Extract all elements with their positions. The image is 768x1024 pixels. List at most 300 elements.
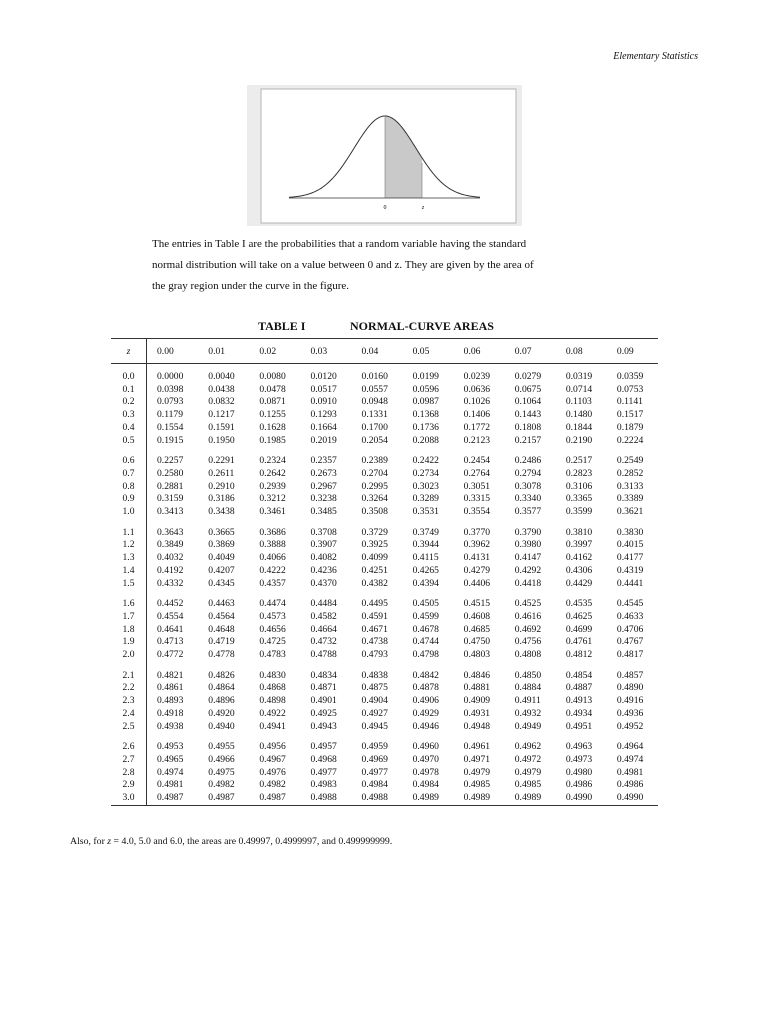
z-value-cell: 1.4 [111, 565, 147, 578]
area-cell: 0.4525 [514, 598, 542, 610]
area-cell: 0.3508 [361, 506, 388, 518]
area-cell: 0.4884 [514, 682, 542, 694]
table-row [111, 611, 658, 624]
column-header: 0.05 [403, 339, 454, 364]
area-cell: 0.4406 [463, 577, 491, 589]
column-header: 0.03 [300, 339, 351, 364]
area-cell: 0.0279 [514, 371, 542, 382]
z-value-cell: 1.5 [111, 578, 147, 591]
area-cell: 0.3389 [616, 493, 644, 505]
area-cell: 0.4988 [300, 792, 351, 805]
area-cell: 0.4738 [361, 636, 388, 648]
area-cell: 0.4545 [616, 598, 644, 610]
area-cell: 0.4979 [514, 766, 542, 778]
area-cell: 0.0080 [259, 371, 286, 382]
z-value-cell: 0.8 [111, 481, 147, 494]
area-cell: 0.1141 [616, 396, 643, 408]
area-cell: 0.4332 [157, 577, 184, 589]
area-cell: 0.3907 [310, 539, 337, 551]
area-cell: 0.4989 [505, 792, 556, 805]
area-cell: 0.4793 [361, 649, 388, 661]
area-cell: 0.4951 [565, 720, 593, 732]
area-cell: 0.0596 [412, 383, 439, 395]
area-cell: 0.1985 [259, 434, 286, 446]
area-cell: 0.2324 [259, 455, 286, 467]
area-cell: 0.3159 [157, 493, 184, 505]
area-cell: 0.4990 [556, 792, 607, 805]
area-cell: 0.4955 [208, 741, 235, 753]
normal-curve-table [111, 338, 658, 806]
table-caption-title: NORMAL-CURVE AREAS [350, 319, 494, 333]
area-cell: 0.3461 [259, 506, 286, 518]
area-cell: 0.4846 [463, 669, 491, 681]
area-cell: 0.2454 [463, 455, 491, 467]
area-cell: 0.1879 [616, 421, 644, 433]
area-cell: 0.0398 [157, 383, 184, 395]
area-cell: 0.4251 [361, 564, 388, 576]
area-cell: 0.4319 [616, 564, 644, 576]
area-cell: 0.4429 [565, 577, 593, 589]
z-value-cell: 0.4 [111, 422, 147, 435]
area-cell: 0.3599 [565, 506, 593, 518]
area-cell: 0.3485 [310, 506, 337, 518]
z-value-cell: 2.7 [111, 754, 147, 767]
z-value-cell: 2.5 [111, 721, 147, 734]
area-cell: 0.0675 [514, 383, 542, 395]
table-row [111, 682, 658, 695]
area-cell: 0.4968 [310, 753, 337, 765]
column-header: 0.07 [505, 339, 556, 364]
area-cell: 0.3078 [514, 480, 542, 492]
area-cell: 0.2995 [361, 480, 388, 492]
area-cell: 0.3238 [310, 493, 337, 505]
area-cell: 0.4015 [616, 539, 644, 551]
area-cell: 0.4761 [565, 636, 593, 648]
area-cell: 0.3944 [412, 539, 439, 551]
area-cell: 0.4959 [361, 741, 388, 753]
area-cell: 0.4394 [412, 577, 439, 589]
area-cell: 0.4987 [147, 792, 199, 805]
footnote-z: z [107, 836, 112, 847]
area-cell: 0.0040 [208, 371, 235, 382]
area-cell: 0.0517 [310, 383, 337, 395]
area-cell: 0.4719 [208, 636, 235, 648]
area-cell: 0.4920 [208, 707, 235, 719]
area-cell: 0.4115 [412, 552, 439, 564]
area-cell: 0.4987 [249, 792, 300, 805]
table-row [111, 708, 658, 721]
footnote-text: = 4.0, 5.0 and 6.0, the areas are 0.49997, 0.4999997, and 0.499999999. [111, 836, 393, 847]
table-caption-number: TABLE I [258, 319, 306, 333]
area-cell: 0.4970 [412, 753, 439, 765]
area-cell: 0.3749 [412, 526, 439, 538]
area-cell: 0.2764 [463, 467, 491, 479]
area-cell: 0.2257 [157, 455, 184, 467]
area-cell: 0.4756 [514, 636, 542, 648]
area-cell: 0.4988 [352, 792, 403, 805]
area-cell: 0.4441 [616, 577, 644, 589]
area-cell: 0.4222 [259, 564, 286, 576]
area-cell: 0.2224 [616, 434, 644, 446]
area-cell: 0.4162 [565, 552, 593, 564]
table-row [111, 624, 658, 637]
area-cell: 0.2852 [616, 467, 644, 479]
column-header: 0.09 [607, 339, 658, 364]
area-cell: 0.4049 [208, 552, 235, 564]
area-cell: 0.4986 [565, 779, 593, 791]
area-cell: 0.4977 [310, 766, 337, 778]
area-cell: 0.4887 [565, 682, 593, 694]
area-cell: 0.1064 [514, 396, 542, 408]
area-cell: 0.2517 [565, 455, 593, 467]
area-cell: 0.4573 [259, 610, 286, 622]
area-cell: 0.4975 [208, 766, 235, 778]
intro-line-3: the gray region under the curve in the figure. [152, 280, 350, 292]
area-cell: 0.4984 [412, 779, 439, 791]
area-cell: 0.2357 [310, 455, 337, 467]
area-cell: 0.4564 [208, 610, 235, 622]
area-cell: 0.3962 [463, 539, 491, 551]
area-cell: 0.4982 [259, 779, 286, 791]
area-cell: 0.4985 [463, 779, 491, 791]
running-header: Elementary Statistics [613, 51, 698, 62]
area-cell: 0.1443 [514, 409, 542, 421]
area-cell: 0.3315 [463, 493, 491, 505]
area-cell: 0.4484 [310, 598, 337, 610]
area-cell: 0.4582 [310, 610, 337, 622]
area-cell: 0.3830 [616, 526, 644, 538]
area-cell: 0.3264 [361, 493, 388, 505]
area-cell: 0.3186 [208, 493, 235, 505]
area-cell: 0.4922 [259, 707, 286, 719]
area-cell: 0.4871 [310, 682, 337, 694]
area-cell: 0.4834 [310, 669, 337, 681]
area-cell: 0.1293 [310, 409, 337, 421]
area-cell: 0.4838 [361, 669, 388, 681]
area-cell: 0.4066 [259, 552, 286, 564]
area-cell: 0.1026 [463, 396, 491, 408]
area-cell: 0.4971 [463, 753, 491, 765]
area-cell: 0.4983 [310, 779, 337, 791]
area-cell: 0.3212 [259, 493, 286, 505]
area-cell: 0.2291 [208, 455, 235, 467]
table-row [111, 396, 658, 409]
area-cell: 0.4664 [310, 623, 337, 635]
area-cell: 0.4382 [361, 577, 388, 589]
area-cell: 0.4177 [616, 552, 644, 564]
table-row [111, 552, 658, 565]
area-cell: 0.2486 [514, 455, 542, 467]
area-cell: 0.2611 [208, 467, 235, 479]
area-cell: 0.4750 [463, 636, 491, 648]
area-cell: 0.4963 [565, 741, 593, 753]
column-header: 0.00 [147, 339, 199, 364]
area-cell: 0.1844 [565, 421, 593, 433]
area-cell: 0.4878 [412, 682, 439, 694]
table-row [111, 435, 658, 448]
area-cell: 0.4864 [208, 682, 235, 694]
area-cell: 0.2019 [310, 434, 337, 446]
area-cell: 0.4989 [403, 792, 454, 805]
area-cell: 0.4692 [514, 623, 542, 635]
area-cell: 0.4798 [412, 649, 439, 661]
area-cell: 0.0793 [157, 396, 184, 408]
area-cell: 0.1517 [616, 409, 644, 421]
area-cell: 0.4830 [259, 669, 286, 681]
area-cell: 0.2967 [310, 480, 337, 492]
area-cell: 0.4973 [565, 753, 593, 765]
area-cell: 0.4803 [463, 649, 491, 661]
area-cell: 0.4985 [514, 779, 542, 791]
z-value-cell: 0.2 [111, 396, 147, 409]
area-cell: 0.4032 [157, 552, 184, 564]
area-cell: 0.1700 [361, 421, 388, 433]
table-row [111, 578, 658, 591]
area-cell: 0.4890 [616, 682, 644, 694]
area-cell: 0.0120 [310, 371, 337, 382]
area-cell: 0.4974 [157, 766, 184, 778]
zero-label: 0 [383, 205, 387, 211]
z-value-cell: 2.8 [111, 767, 147, 780]
table-header-row [111, 339, 658, 364]
z-value-cell: 1.8 [111, 624, 147, 637]
table-row [111, 721, 658, 734]
area-cell: 0.1915 [157, 434, 184, 446]
area-cell: 0.4850 [514, 669, 542, 681]
area-cell: 0.4713 [157, 636, 184, 648]
area-cell: 0.4881 [463, 682, 491, 694]
area-cell: 0.2881 [157, 480, 184, 492]
area-cell: 0.1950 [208, 434, 235, 446]
area-cell: 0.4706 [616, 623, 644, 635]
area-cell: 0.3051 [463, 480, 491, 492]
normal-curve-graphic [247, 85, 522, 226]
area-cell: 0.1331 [361, 409, 388, 421]
table-row [111, 481, 658, 494]
area-cell: 0.4099 [361, 552, 388, 564]
table-row [111, 792, 658, 805]
area-cell: 0.1368 [412, 409, 439, 421]
area-cell: 0.4868 [259, 682, 286, 694]
area-cell: 0.1664 [310, 421, 337, 433]
area-cell: 0.4943 [310, 720, 337, 732]
area-cell: 0.2088 [412, 434, 439, 446]
z-value-cell: 1.6 [111, 590, 147, 611]
area-cell: 0.1772 [463, 421, 491, 433]
table-row [111, 733, 658, 754]
area-cell: 0.0557 [361, 383, 388, 395]
area-cell: 0.4265 [412, 564, 439, 576]
table-row [111, 767, 658, 780]
area-cell: 0.4925 [310, 707, 337, 719]
area-cell: 0.4946 [412, 720, 439, 732]
area-cell: 0.4984 [361, 779, 388, 791]
area-cell: 0.4671 [361, 623, 388, 635]
footnote [70, 836, 392, 847]
column-header: 0.06 [454, 339, 505, 364]
area-cell: 0.4909 [463, 695, 491, 707]
area-cell: 0.0160 [361, 371, 388, 382]
area-cell: 0.4685 [463, 623, 491, 635]
area-cell: 0.4956 [259, 741, 286, 753]
z-value-cell: 2.1 [111, 662, 147, 683]
area-cell: 0.3665 [208, 526, 235, 538]
table-row [111, 468, 658, 481]
area-cell: 0.2673 [310, 467, 337, 479]
area-cell: 0.4725 [259, 636, 286, 648]
area-cell: 0.1179 [157, 409, 184, 421]
area-cell: 0.2157 [514, 434, 542, 446]
area-cell: 0.3790 [514, 526, 542, 538]
area-cell: 0.4817 [616, 649, 644, 661]
table-row [111, 662, 658, 683]
table-row [111, 364, 658, 384]
area-cell: 0.2704 [361, 467, 388, 479]
area-cell: 0.0714 [565, 383, 593, 395]
area-cell: 0.4967 [259, 753, 286, 765]
area-cell: 0.4599 [412, 610, 439, 622]
area-cell: 0.3729 [361, 526, 388, 538]
area-cell: 0.4966 [208, 753, 235, 765]
area-cell: 0.4778 [208, 649, 235, 661]
area-cell: 0.4906 [412, 695, 439, 707]
area-cell: 0.4918 [157, 707, 184, 719]
area-cell: 0.4911 [514, 695, 541, 707]
area-cell: 0.2580 [157, 467, 184, 479]
area-cell: 0.2939 [259, 480, 286, 492]
area-cell: 0.3023 [412, 480, 439, 492]
area-cell: 0.0910 [310, 396, 337, 408]
table-row [111, 695, 658, 708]
area-cell: 0.3980 [514, 539, 542, 551]
area-cell: 0.4938 [157, 720, 184, 732]
column-header: 0.01 [198, 339, 249, 364]
z-value-cell: 1.2 [111, 539, 147, 552]
area-cell: 0.4236 [310, 564, 337, 576]
z-label: z [421, 205, 425, 211]
area-cell: 0.4979 [463, 766, 491, 778]
table-row [111, 506, 658, 519]
area-cell: 0.4505 [412, 598, 439, 610]
area-cell: 0.4957 [310, 741, 337, 753]
area-cell: 0.4452 [157, 598, 184, 610]
area-cell: 0.2422 [412, 455, 439, 467]
area-cell: 0.4292 [514, 564, 542, 576]
area-cell: 0.0199 [412, 371, 439, 382]
area-cell: 0.2794 [514, 467, 542, 479]
z-value-cell: 0.3 [111, 409, 147, 422]
table-row [111, 779, 658, 792]
area-cell: 0.1480 [565, 409, 593, 421]
area-cell: 0.4896 [208, 695, 235, 707]
area-cell: 0.4945 [361, 720, 388, 732]
area-cell: 0.4934 [565, 707, 593, 719]
area-cell: 0.4821 [157, 669, 184, 681]
area-cell: 0.1255 [259, 409, 286, 421]
area-cell: 0.0000 [157, 371, 184, 382]
z-value-cell: 0.6 [111, 447, 147, 468]
area-cell: 0.4808 [514, 649, 542, 661]
area-cell: 0.4904 [361, 695, 388, 707]
area-cell: 0.4854 [565, 669, 593, 681]
area-cell: 0.3888 [259, 539, 286, 551]
area-cell: 0.4964 [616, 741, 644, 753]
z-value-cell: 1.1 [111, 519, 147, 540]
area-cell: 0.3438 [208, 506, 235, 518]
area-cell: 0.0753 [616, 383, 644, 395]
area-cell: 0.4608 [463, 610, 491, 622]
area-cell: 0.3554 [463, 506, 491, 518]
area-cell: 0.4463 [208, 598, 235, 610]
area-cell: 0.4616 [514, 610, 542, 622]
area-cell: 0.4656 [259, 623, 286, 635]
area-cell: 0.4641 [157, 623, 184, 635]
area-cell: 0.0871 [259, 396, 286, 408]
area-cell: 0.4949 [514, 720, 542, 732]
area-cell: 0.3413 [157, 506, 184, 518]
area-cell: 0.0438 [208, 383, 235, 395]
area-cell: 0.4357 [259, 577, 286, 589]
z-value-cell: 1.0 [111, 506, 147, 519]
area-cell: 0.4474 [259, 598, 286, 610]
area-cell: 0.4976 [259, 766, 286, 778]
area-cell: 0.4857 [616, 669, 644, 681]
area-cell: 0.0948 [361, 396, 388, 408]
area-cell: 0.3133 [616, 480, 644, 492]
area-cell: 0.4960 [412, 741, 439, 753]
area-cell: 0.4948 [463, 720, 491, 732]
area-cell: 0.4192 [157, 564, 184, 576]
footnote-prefix: Also, for [70, 836, 108, 847]
area-cell: 0.3621 [616, 506, 644, 518]
area-cell: 0.0832 [208, 396, 235, 408]
area-cell: 0.3770 [463, 526, 491, 538]
area-cell: 0.3925 [361, 539, 388, 551]
table-row [111, 649, 658, 662]
area-cell: 0.4744 [412, 636, 439, 648]
column-header: 0.08 [556, 339, 607, 364]
area-cell: 0.4982 [208, 779, 235, 791]
area-cell: 0.4931 [463, 707, 491, 719]
area-cell: 0.4207 [208, 564, 235, 576]
area-cell: 0.4767 [616, 636, 644, 648]
area-cell: 0.4648 [208, 623, 235, 635]
area-cell: 0.4783 [259, 649, 286, 661]
area-cell: 0.0359 [616, 371, 644, 382]
intro-line-2: normal distribution will take on a value between 0 and z. They are given by the area of [152, 259, 534, 271]
area-cell: 0.2054 [361, 434, 388, 446]
area-cell: 0.4772 [157, 649, 184, 661]
area-cell: 0.3643 [157, 526, 184, 538]
area-cell: 0.1736 [412, 421, 439, 433]
area-cell: 0.4898 [259, 695, 286, 707]
area-cell: 0.3340 [514, 493, 542, 505]
area-cell: 0.1406 [463, 409, 491, 421]
area-cell: 0.4953 [157, 741, 184, 753]
area-cell: 0.4936 [616, 707, 644, 719]
area-cell: 0.4147 [514, 552, 542, 564]
area-cell: 0.3997 [565, 539, 593, 551]
area-cell: 0.4981 [157, 779, 184, 791]
table-row [111, 636, 658, 649]
z-value-cell: 1.9 [111, 636, 147, 649]
z-value-cell: 1.3 [111, 552, 147, 565]
area-cell: 0.3106 [565, 480, 593, 492]
area-cell: 0.4969 [361, 753, 388, 765]
table-row [111, 754, 658, 767]
area-cell: 0.4981 [616, 766, 644, 778]
area-cell: 0.3869 [208, 539, 235, 551]
